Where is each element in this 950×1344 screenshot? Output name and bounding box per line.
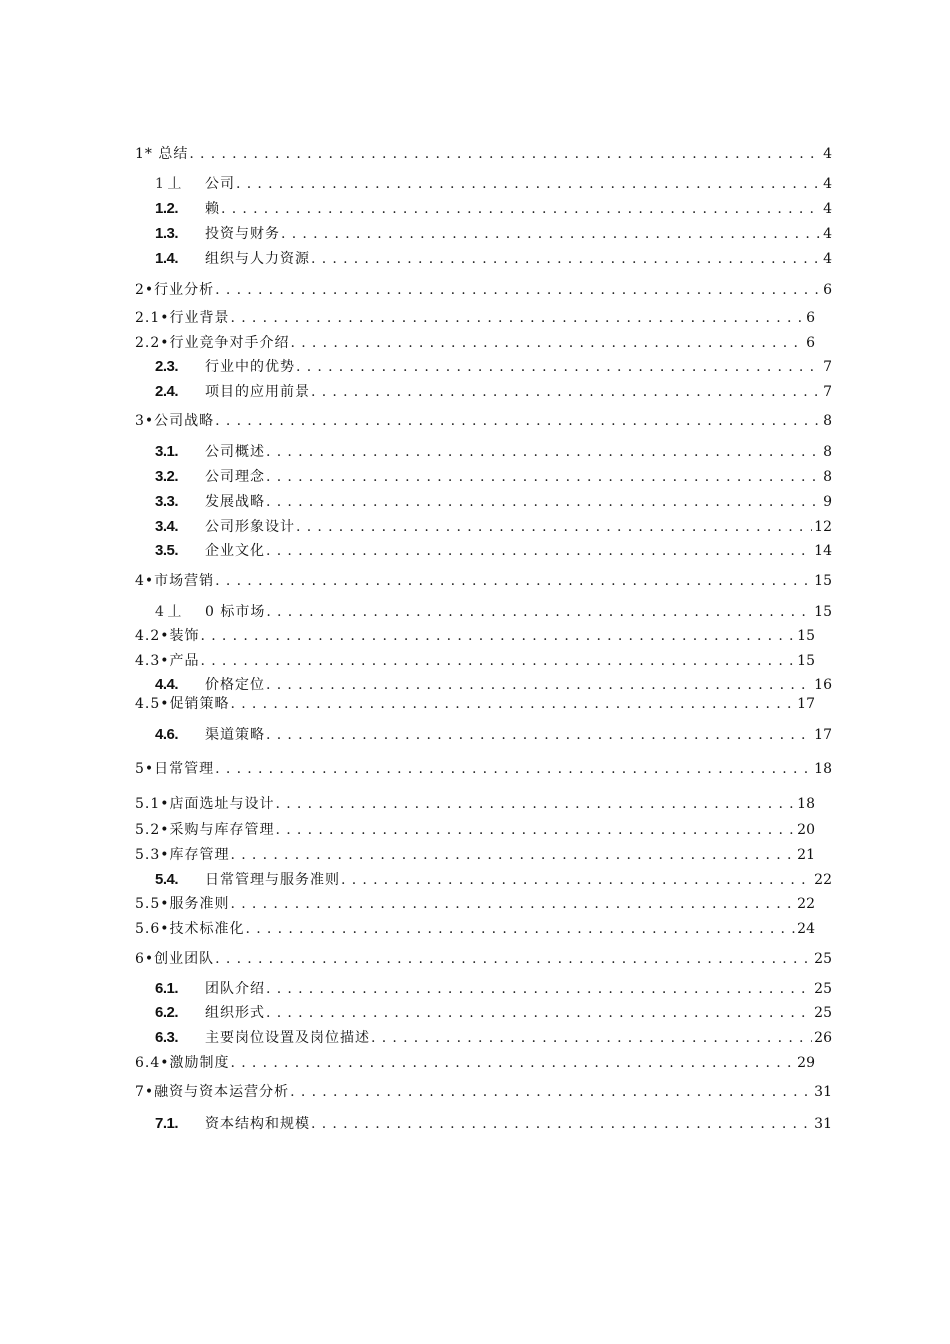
toc-entry-page: 4 [823, 201, 832, 217]
toc-entry[interactable] [135, 626, 815, 646]
toc-entry-title: 渠道策略 [205, 727, 265, 743]
dot-leader [215, 759, 812, 779]
toc-entry-number: 4.6. [155, 726, 179, 743]
toc-entry-title: 2.2•行业竞争对手介绍 [135, 335, 290, 351]
toc-entry-title: 公司 [205, 176, 235, 192]
toc-entry-number: 4 丄 [155, 604, 181, 620]
dot-leader [296, 357, 821, 377]
dot-leader [266, 442, 821, 462]
dot-leader [215, 571, 812, 591]
toc-entry-title: 5.3•库存管理 [135, 847, 230, 863]
dot-leader [341, 870, 812, 890]
toc-entry[interactable] [155, 224, 832, 244]
toc-entry-title: 价格定位 [205, 677, 265, 693]
toc-entry-page: 12 [814, 519, 832, 535]
toc-entry-title: 6•创业团队 [135, 951, 215, 967]
toc-entry-title: 4•市场营销 [135, 573, 215, 589]
dot-leader [281, 224, 821, 244]
toc-entry-number: 3.4. [155, 518, 179, 535]
toc-entry-page: 26 [814, 1030, 832, 1046]
toc-entry-title: 公司形象设计 [205, 519, 295, 535]
toc-entry-page: 21 [797, 847, 815, 863]
toc-entry-title: 公司概述 [205, 444, 265, 460]
toc-entry-number: 4.4. [155, 676, 179, 693]
toc-entry-number: 6.3. [155, 1029, 179, 1046]
toc-entry-title: 项目的应用前景 [205, 384, 310, 400]
toc-entry-page: 17 [797, 696, 815, 712]
toc-entry-title: 3•公司战略 [135, 413, 215, 429]
toc-entry-page: 31 [814, 1116, 832, 1132]
toc-entry[interactable] [135, 794, 815, 814]
toc-entry[interactable] [155, 517, 832, 537]
dot-leader [221, 199, 821, 219]
toc-entry-page: 22 [797, 896, 815, 912]
toc-entry-page: 4 [823, 176, 832, 192]
dot-leader [215, 411, 821, 431]
toc-entry[interactable] [135, 1082, 832, 1102]
toc-entry-title: 2•行业分析 [135, 282, 215, 298]
toc-entry-title: 组织形式 [205, 1005, 265, 1021]
toc-entry-number: 6.2. [155, 1004, 179, 1021]
toc-entry-title: 日常管理与服务准则 [205, 872, 340, 888]
toc-entry-title: 5.2•采购与库存管理 [135, 822, 275, 838]
toc-entry-title: 5.1•店面选址与设计 [135, 796, 275, 812]
toc-entry-number: 1 丄 [155, 176, 181, 192]
dot-leader [371, 1028, 812, 1048]
dot-leader [189, 144, 821, 164]
dot-leader [231, 308, 805, 328]
toc-entry-title: 7•融资与资本运营分析 [135, 1084, 290, 1100]
toc-entry-page: 9 [823, 494, 832, 510]
toc-entry[interactable] [155, 541, 832, 561]
dot-leader [290, 1082, 812, 1102]
dot-leader [215, 949, 812, 969]
toc-entry-page: 25 [814, 1005, 832, 1021]
toc-entry-page: 4 [823, 251, 832, 267]
toc-entry[interactable] [155, 382, 832, 402]
toc-entry-title: 5.6•技术标准化 [135, 921, 245, 937]
toc-entry-number: 5.4. [155, 871, 179, 888]
toc-entry[interactable] [135, 411, 832, 431]
toc-entry[interactable] [135, 571, 832, 591]
dot-leader [231, 1053, 796, 1073]
toc-entry-page: 22 [814, 872, 832, 888]
dot-leader [266, 979, 812, 999]
toc-entry[interactable] [135, 919, 815, 939]
toc-entry-number: 2.3. [155, 358, 179, 375]
dot-leader [236, 174, 821, 194]
toc-entry-page: 6 [806, 335, 815, 351]
toc-entry[interactable] [135, 759, 832, 779]
toc-entry-page: 7 [823, 384, 832, 400]
dot-leader [231, 694, 796, 714]
toc-entry[interactable] [155, 492, 832, 512]
toc-entry-title: 公司理念 [205, 469, 265, 485]
dot-leader [291, 333, 805, 353]
toc-entry-page: 18 [814, 761, 832, 777]
dot-leader [311, 249, 821, 269]
toc-entry-page: 4 [823, 226, 832, 242]
dot-leader [231, 894, 796, 914]
toc-entry-title: 2.1•行业背景 [135, 310, 230, 326]
toc-entry-number: 3.5. [155, 542, 179, 559]
dot-leader [215, 280, 821, 300]
dot-leader [266, 725, 812, 745]
toc-entry[interactable] [155, 1028, 832, 1048]
toc-entry[interactable] [135, 651, 815, 671]
dot-leader [266, 1003, 812, 1023]
toc-entry[interactable] [155, 249, 832, 269]
toc-entry-number: 1.4. [155, 250, 179, 267]
toc-entry-page: 29 [797, 1055, 815, 1071]
dot-leader [266, 675, 812, 695]
toc-entry[interactable] [155, 174, 832, 194]
toc-entry-page: 7 [823, 359, 832, 375]
toc-entry-number: 3.3. [155, 493, 179, 510]
toc-entry[interactable] [135, 333, 815, 353]
toc-entry-page: 8 [823, 469, 832, 485]
dot-leader [311, 1114, 812, 1134]
dot-leader [311, 382, 821, 402]
toc-entry[interactable] [135, 144, 832, 164]
toc-entry-page: 8 [823, 413, 832, 429]
dot-leader [246, 919, 796, 939]
toc-entry-number: 6.1. [155, 980, 179, 997]
dot-leader [201, 651, 796, 671]
dot-leader [266, 541, 812, 561]
toc-entry-page: 15 [797, 653, 815, 669]
toc-entry-number: 3.1. [155, 443, 179, 460]
toc-entry-page: 6 [806, 310, 815, 326]
toc-entry[interactable] [155, 602, 832, 622]
toc-entry-number: 2.4. [155, 383, 179, 400]
toc-entry-title: 组织与人力资源 [205, 251, 310, 267]
toc-entry-title: 6.4•激励制度 [135, 1055, 230, 1071]
toc-entry[interactable] [155, 675, 832, 695]
toc-entry-page: 25 [814, 951, 832, 967]
toc-entry-number: 1.3. [155, 225, 179, 242]
toc-entry-page: 4 [823, 146, 832, 162]
toc-entry[interactable] [135, 949, 832, 969]
toc-entry-page: 18 [797, 796, 815, 812]
toc-entry-title: 5•日常管理 [135, 761, 215, 777]
toc-entry[interactable] [155, 870, 832, 890]
toc-entry-page: 15 [797, 628, 815, 644]
toc-entry-page: 15 [814, 604, 832, 620]
toc-entry-title: 主要岗位设置及岗位描述 [205, 1030, 370, 1046]
toc-entry-number: 1.2. [155, 200, 179, 217]
toc-entry[interactable] [135, 694, 815, 714]
toc-entry-number: 7.1. [155, 1115, 179, 1132]
toc-entry-title: 投资与财务 [205, 226, 280, 242]
toc-entry[interactable] [155, 199, 832, 219]
toc-entry-title: 0 标市场 [205, 604, 266, 620]
toc-entry-title: 4.2•装饰 [135, 628, 200, 644]
toc-entry-page: 16 [814, 677, 832, 693]
dot-leader [276, 794, 796, 814]
toc-entry[interactable] [135, 1053, 815, 1073]
dot-leader [266, 602, 812, 622]
toc-entry-title: 资本结构和规模 [205, 1116, 310, 1132]
toc-entry-page: 14 [814, 543, 832, 559]
toc-entry-page: 24 [797, 921, 815, 937]
dot-leader [266, 467, 821, 487]
toc-entry-page: 31 [814, 1084, 832, 1100]
toc-entry[interactable] [155, 1003, 832, 1023]
dot-leader [276, 820, 796, 840]
toc-entry[interactable] [135, 280, 832, 300]
toc-entry-page: 6 [823, 282, 832, 298]
toc-entry-page: 15 [814, 573, 832, 589]
toc-entry[interactable] [135, 894, 815, 914]
toc-entry-title: 企业文化 [205, 543, 265, 559]
dot-leader [201, 626, 796, 646]
toc-entry[interactable] [155, 442, 832, 462]
toc-entry[interactable] [155, 979, 832, 999]
toc-entry-page: 8 [823, 444, 832, 460]
dot-leader [231, 845, 796, 865]
toc-entry-title: 赖 [205, 201, 220, 217]
toc-entry[interactable] [155, 725, 832, 745]
toc-entry[interactable] [135, 845, 815, 865]
toc-entry-title: 团队介绍 [205, 981, 265, 997]
toc-entry-page: 17 [814, 727, 832, 743]
toc-entry[interactable] [135, 820, 815, 840]
toc-entry[interactable] [155, 467, 832, 487]
dot-leader [266, 492, 821, 512]
toc-entry-title: 1* 总结 [135, 146, 189, 162]
toc-entry[interactable] [155, 1114, 832, 1134]
toc-entry[interactable] [135, 308, 815, 328]
dot-leader [296, 517, 812, 537]
toc-entry-title: 行业中的优势 [205, 359, 295, 375]
toc-entry-title: 5.5•服务准则 [135, 896, 230, 912]
toc-entry-title: 4.3•产品 [135, 653, 200, 669]
toc-entry-page: 25 [814, 981, 832, 997]
toc-entry-number: 3.2. [155, 468, 179, 485]
toc-entry[interactable] [155, 357, 832, 377]
toc-entry-page: 20 [797, 822, 815, 838]
toc-entry-title: 4.5•促销策略 [135, 696, 230, 712]
toc-entry-title: 发展战略 [205, 494, 265, 510]
